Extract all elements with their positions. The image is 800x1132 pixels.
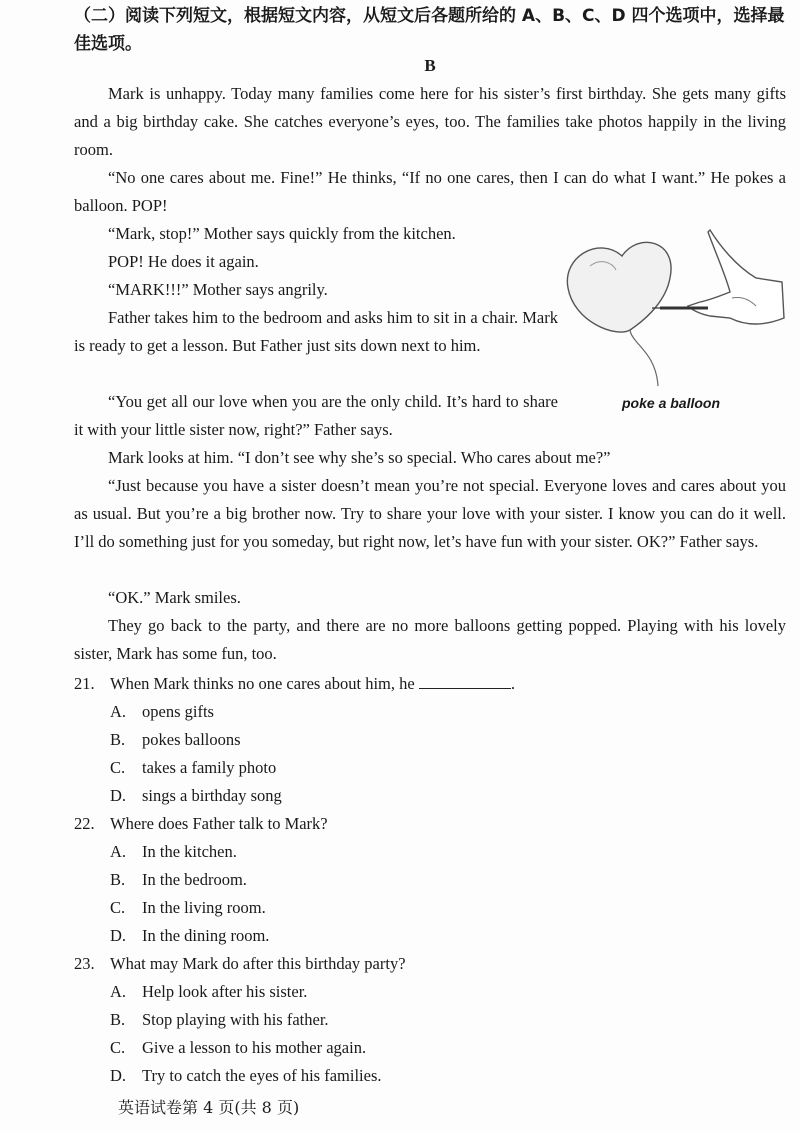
answer-blank bbox=[419, 670, 511, 689]
question-number: 21. bbox=[74, 674, 95, 693]
option-b bbox=[110, 726, 241, 754]
question-stem bbox=[110, 670, 515, 698]
passage-paragraph-6: Father takes him to the bedroom and asks him to sit in a chair. Mark is ready to get a lesson. But Father just sits down next to him. bbox=[74, 308, 558, 355]
page-footer: 英语试卷第 4 页(共 8 页) bbox=[118, 1098, 300, 1117]
option-letter: B. bbox=[110, 730, 126, 749]
option-letter: C. bbox=[110, 898, 126, 917]
passage-paragraph-11: They go back to the party, and there are no more balloons getting popped. Playing with his lovely sister, Mark has some fun, too. bbox=[74, 616, 786, 663]
option-c bbox=[110, 894, 266, 922]
option-a bbox=[110, 838, 237, 866]
option-letter: C. bbox=[110, 758, 126, 777]
passage-paragraph-4: POP! He does it again. bbox=[108, 252, 259, 271]
question-stem: What may Mark do after this birthday party? bbox=[110, 954, 406, 973]
option-letter: C. bbox=[110, 1038, 126, 1057]
passage-paragraph-8: Mark looks at him. “I don’t see why she’s so special. Who cares about me?” bbox=[108, 448, 611, 467]
option-letter: D. bbox=[110, 1066, 127, 1085]
passage-paragraph-7: “You get all our love when you are the only child. It’s hard to share it with your little sister now, right?” Father says. bbox=[74, 392, 558, 439]
option-c bbox=[110, 754, 276, 782]
option-letter: D. bbox=[110, 786, 127, 805]
question-stem: Where does Father talk to Mark? bbox=[110, 814, 328, 833]
option-text: In the living room. bbox=[142, 898, 266, 917]
passage-paragraph-2: “No one cares about me. Fine!” He thinks, “If no one cares, then I can do what I want.” He pokes a balloon. POP! bbox=[74, 168, 786, 215]
option-letter: B. bbox=[110, 870, 126, 889]
option-letter: A. bbox=[110, 982, 127, 1001]
option-text: In the dining room. bbox=[142, 926, 270, 945]
option-text: Stop playing with his father. bbox=[142, 1010, 329, 1029]
option-letter: B. bbox=[110, 1010, 126, 1029]
option-c bbox=[110, 1034, 366, 1062]
option-text: pokes balloons bbox=[142, 730, 241, 749]
passage-letter: B bbox=[424, 56, 436, 75]
passage-paragraph-9: “Just because you have a sister doesn’t mean you’re not special. Everyone loves and cares about you as usual. But you’re a big brother now. Try to share your love with your sister. I know you can do it well. I’ll do something just for you someday, but right now, let’s have fun with your sister. OK?” Father says. bbox=[74, 476, 786, 551]
question-stem-text: When Mark thinks no one cares about him, he bbox=[110, 674, 415, 693]
passage-paragraph-3: “Mark, stop!” Mother says quickly from the kitchen. bbox=[108, 224, 456, 243]
option-d bbox=[110, 922, 269, 950]
option-b bbox=[110, 866, 247, 894]
balloon-poke-icon bbox=[560, 226, 786, 396]
option-letter: D. bbox=[110, 926, 127, 945]
option-a bbox=[110, 978, 307, 1006]
balloon-figure bbox=[560, 226, 786, 416]
option-text: In the kitchen. bbox=[142, 842, 237, 861]
figure-caption: poke a balloon bbox=[622, 395, 721, 411]
passage-paragraph-10: “OK.” Mark smiles. bbox=[108, 588, 241, 607]
section-instruction: （二）阅读下列短文，根据短文内容，从短文后各题所给的 A、B、C、D 四个选项中，选择最佳选项。 bbox=[74, 6, 785, 54]
option-text: Help look after his sister. bbox=[142, 982, 308, 1001]
option-text: In the bedroom. bbox=[142, 870, 247, 889]
option-letter: A. bbox=[110, 842, 127, 861]
question-stem-end: . bbox=[510, 674, 515, 693]
option-text: opens gifts bbox=[142, 702, 214, 721]
question-number: 22. bbox=[74, 814, 95, 833]
option-d bbox=[110, 1062, 382, 1090]
option-letter: A. bbox=[110, 702, 127, 721]
question-number: 23. bbox=[74, 954, 95, 973]
option-text: sings a birthday song bbox=[142, 786, 282, 805]
option-d bbox=[110, 782, 282, 810]
option-text: takes a family photo bbox=[142, 758, 277, 777]
option-text: Try to catch the eyes of his families. bbox=[142, 1066, 382, 1085]
option-text: Give a lesson to his mother again. bbox=[142, 1038, 367, 1057]
passage-paragraph-5: “MARK!!!” Mother says angrily. bbox=[108, 280, 328, 299]
passage-paragraph-1: Mark is unhappy. Today many families come here for his sister’s first birthday. She gets many gifts and a big birthday cake. She catches everyone’s eyes, too. The families take photos happily in the living room. bbox=[74, 84, 786, 159]
option-b bbox=[110, 1006, 329, 1034]
option-a bbox=[110, 698, 214, 726]
